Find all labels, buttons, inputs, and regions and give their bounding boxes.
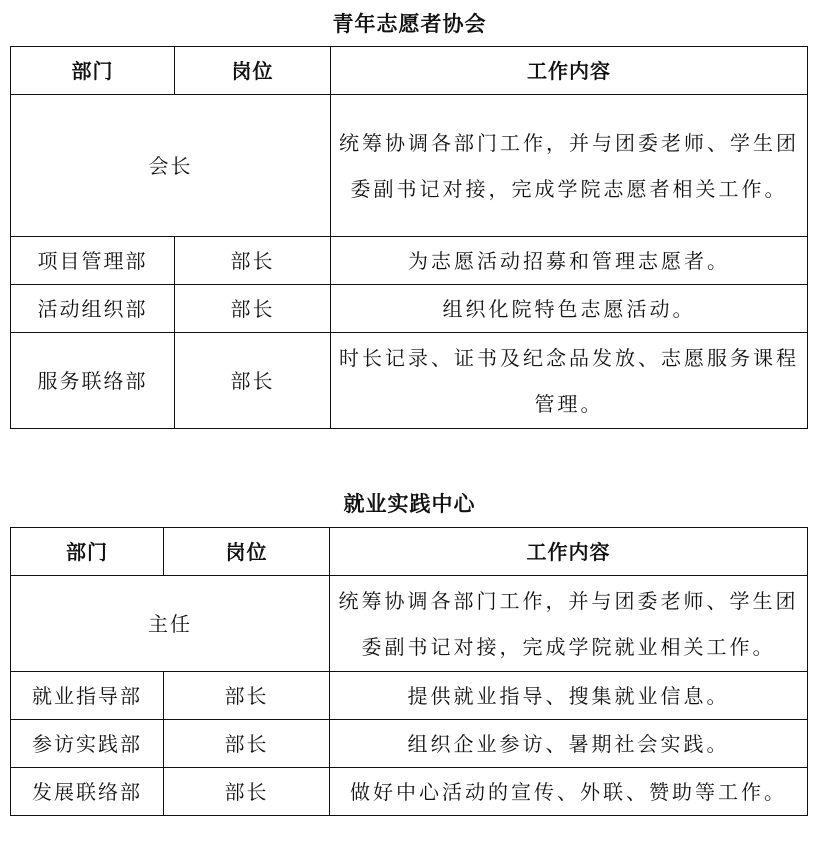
table-header-row: [11, 528, 808, 576]
department-cell: 活动组织部: [11, 285, 175, 333]
duties-cell: 提供就业指导、搜集就业信息。: [330, 672, 808, 720]
position-cell: 部长: [175, 285, 331, 333]
duties-cell: 做好中心活动的宣传、外联、赞助等工作。: [330, 768, 808, 816]
lead-position-cell: 主任: [11, 576, 330, 672]
duties-cell: 组织化院特色志愿活动。: [331, 285, 808, 333]
header-duties: 工作内容: [331, 47, 808, 95]
volunteer-association-table: [10, 46, 808, 429]
department-cell: 参访实践部: [11, 720, 164, 768]
table-row: [11, 768, 808, 816]
department-cell: 项目管理部: [11, 237, 175, 285]
position-cell: 部长: [164, 768, 330, 816]
table-row: [11, 333, 808, 429]
lead-position-cell: 会长: [11, 95, 331, 237]
position-cell: 部长: [164, 720, 330, 768]
position-cell: 部长: [164, 672, 330, 720]
table-row: [11, 285, 808, 333]
table-row: [11, 576, 808, 672]
employment-center-table: [10, 527, 808, 816]
table-row: [11, 720, 808, 768]
duties-cell: 为志愿活动招募和管理志愿者。: [331, 237, 808, 285]
position-cell: 部长: [175, 237, 331, 285]
position-cell: 部长: [175, 333, 331, 429]
table-row: [11, 95, 808, 237]
department-cell: 发展联络部: [11, 768, 164, 816]
table-header-row: [11, 47, 808, 95]
header-position: 岗位: [164, 528, 330, 576]
table-row: [11, 237, 808, 285]
table-row: [11, 672, 808, 720]
header-duties: 工作内容: [330, 528, 808, 576]
department-cell: 就业指导部: [11, 672, 164, 720]
header-department: 部门: [11, 528, 164, 576]
header-department: 部门: [11, 47, 175, 95]
header-position: 岗位: [175, 47, 331, 95]
duties-cell: 时长记录、证书及纪念品发放、志愿服务课程管理。: [331, 333, 808, 429]
duties-cell: 组织企业参访、暑期社会实践。: [330, 720, 808, 768]
duties-cell: 统筹协调各部门工作，并与团委老师、学生团委副书记对接，完成学院就业相关工作。: [330, 576, 808, 672]
section-title: 就业实践中心: [343, 491, 476, 516]
section-title: 青年志愿者协会: [332, 11, 487, 36]
department-cell: 服务联络部: [11, 333, 175, 429]
duties-cell: 统筹协调各部门工作，并与团委老师、学生团委副书记对接，完成学院志愿者相关工作。: [331, 95, 808, 237]
